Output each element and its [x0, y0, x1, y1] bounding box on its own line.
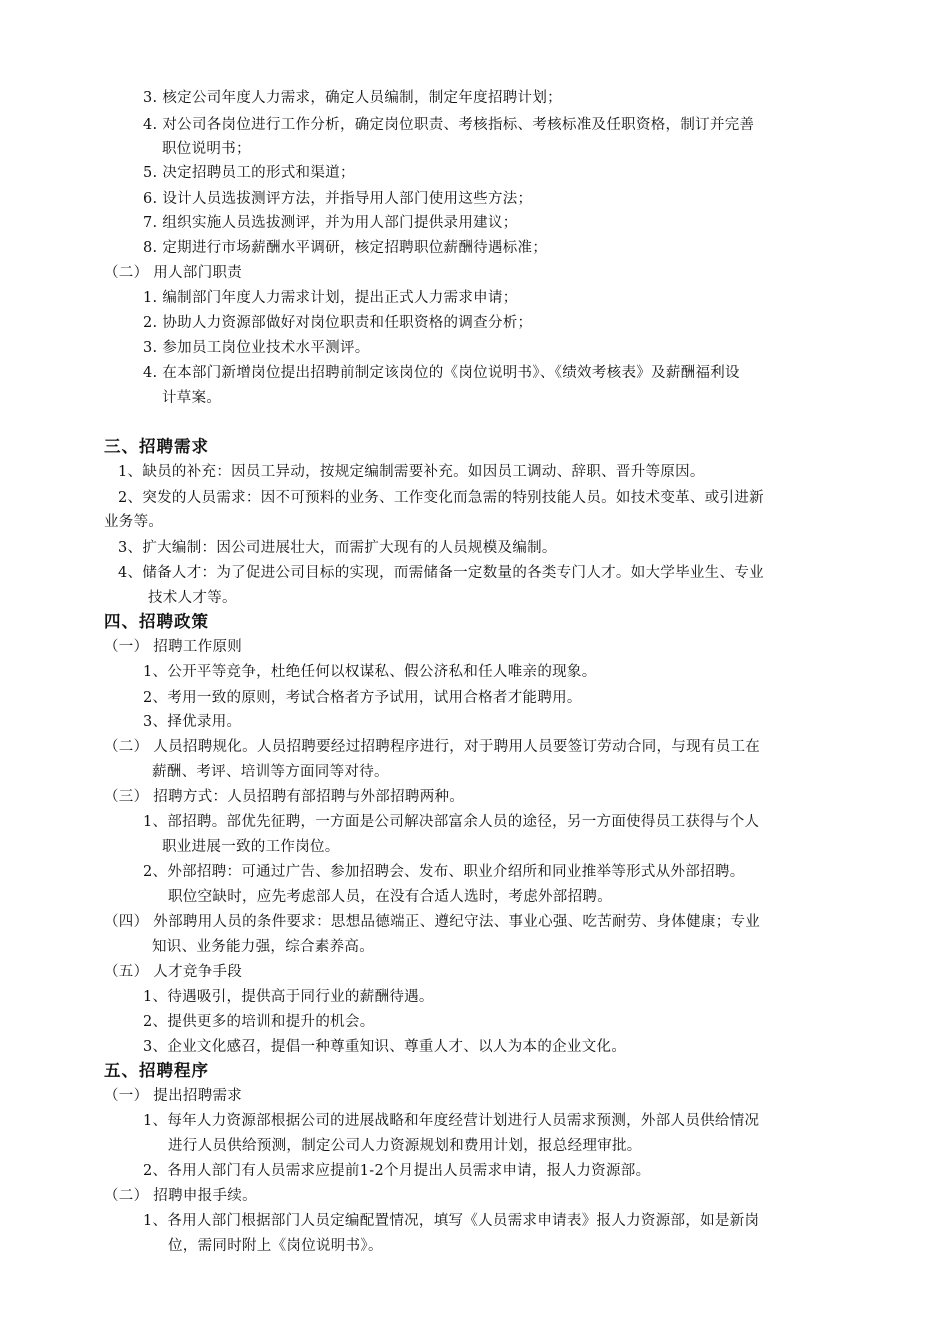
paragraph-line: 技术人才等。	[148, 590, 237, 606]
list-item: 2、外部招聘：可通过广告、参加招聘会、发布、职业介绍所和同业推举等形式从外部招聘。	[143, 864, 745, 880]
list-item: 4. 在本部门新增岗位提出招聘前制定该岗位的《岗位说明书》、《绩效考核表》及薪酬福利设	[143, 365, 740, 381]
subsection-title: （一） 提出招聘需求	[104, 1088, 243, 1104]
list-item: 3、择优录用。	[143, 714, 242, 730]
list-item: 4. 对公司各岗位进行工作分析，确定岗位职责、考核指标、考核标准及任职资格，制订并完善	[143, 117, 755, 133]
list-item: 1、公开平等竞争，杜绝任何以权谋私、假公济私和任人唯亲的现象。	[143, 664, 597, 680]
list-item: 2、考用一致的原则，考试合格者方予试用，试用合格者才能聘用。	[143, 690, 582, 706]
subsection-title: （一） 招聘工作原则	[104, 639, 243, 655]
paragraph-line: 3、扩大编制：因公司进展壮大，而需扩大现有的人员规模及编制。	[118, 540, 557, 556]
list-item-continuation: 职位说明书；	[162, 141, 251, 157]
list-item: 5. 决定招聘员工的形式和渠道；	[143, 165, 355, 181]
list-item: 1、待遇吸引，提供高于同行业的薪酬待遇。	[143, 989, 434, 1005]
paragraph-line: 4、储备人才：为了促进公司目标的实现，而需储备一定数量的各类专门人才。如大学毕业生、专业	[118, 565, 764, 581]
list-item: 1、各用人部门根据部门人员定编配置情况，填写《人员需求申请表》报人力资源部，如是新岗	[143, 1213, 760, 1229]
list-item: 2、提供更多的培训和提升的机会。	[143, 1014, 375, 1030]
list-item-continuation: 计草案。	[162, 390, 222, 406]
subsection-title: （四） 外部聘用人员的条件要求：思想品德端正、遵纪守法、事业心强、吃苦耐劳、身体健康；专业	[104, 914, 761, 930]
list-item: 3、企业文化感召，提倡一种尊重知识、尊重人才、以人为本的企业文化。	[143, 1039, 627, 1055]
subsection-title: （二） 人员招聘规化。人员招聘要经过招聘程序进行，对于聘用人员要签订劳动合同，与现有员工在	[104, 739, 761, 755]
list-item: 2、各用人部门有人员需求应提前1-2个月提出人员需求申请，报人力资源部。	[143, 1163, 651, 1179]
paragraph-line: 业务等。	[104, 514, 164, 530]
list-item: 6. 设计人员选拔测评方法，并指导用人部门使用这些方法；	[143, 191, 533, 207]
subsection-title: （二） 招聘申报手续。	[104, 1188, 257, 1204]
list-item-continuation: 进行人员供给预测，制定公司人力资源规划和费用计划，报总经理审批。	[168, 1138, 642, 1154]
list-item: 3. 核定公司年度人力需求，确定人员编制，制定年度招聘计划；	[143, 90, 562, 106]
list-item: 2. 协助人力资源部做好对岗位职责和任职资格的调查分析；	[143, 315, 533, 331]
section-heading: 三、招聘需求	[104, 437, 209, 456]
section-heading: 四、招聘政策	[104, 612, 209, 631]
list-item-continuation: 职位空缺时，应先考虑部人员，在没有合适人选时，考虑外部招聘。	[168, 889, 612, 905]
paragraph-line: 2、突发的人员需求：因不可预料的业务、工作变化而急需的特别技能人员。如技术变革、或引进新	[118, 490, 764, 506]
paragraph-line: 薪酬、考评、培训等方面同等对待。	[152, 764, 389, 780]
list-item: 1、每年人力资源部根据公司的进展战略和年度经营计划进行人员需求预测，外部人员供给情况	[143, 1113, 760, 1129]
subsection-title: （五） 人才竞争手段	[104, 964, 243, 980]
list-item: 1、部招聘。部优先征聘，一方面是公司解决部富余人员的途径，另一方面使得员工获得与个人	[143, 814, 760, 830]
list-item-continuation: 位，需同时附上《岗位说明书》。	[168, 1238, 383, 1254]
subsection-title: （二） 用人部门职责	[104, 265, 243, 281]
list-item-continuation: 职业进展一致的工作岗位。	[162, 839, 340, 855]
section-heading: 五、招聘程序	[104, 1061, 209, 1080]
paragraph-line: 知识、业务能力强，综合素养高。	[152, 939, 374, 955]
list-item: 8. 定期进行市场薪酬水平调研，核定招聘职位薪酬待遇标准；	[143, 240, 548, 256]
list-item: 3. 参加员工岗位业技术水平测评。	[143, 340, 370, 356]
subsection-title: （三） 招聘方式：人员招聘有部招聘与外部招聘两种。	[104, 789, 465, 805]
list-item: 7. 组织实施人员选拔测评，并为用人部门提供录用建议；	[143, 215, 518, 231]
paragraph-line: 1、缺员的补充：因员工异动，按规定编制需要补充。如因员工调动、辞职、晋升等原因。	[118, 464, 705, 480]
list-item: 1. 编制部门年度人力需求计划，提出正式人力需求申请；	[143, 290, 518, 306]
